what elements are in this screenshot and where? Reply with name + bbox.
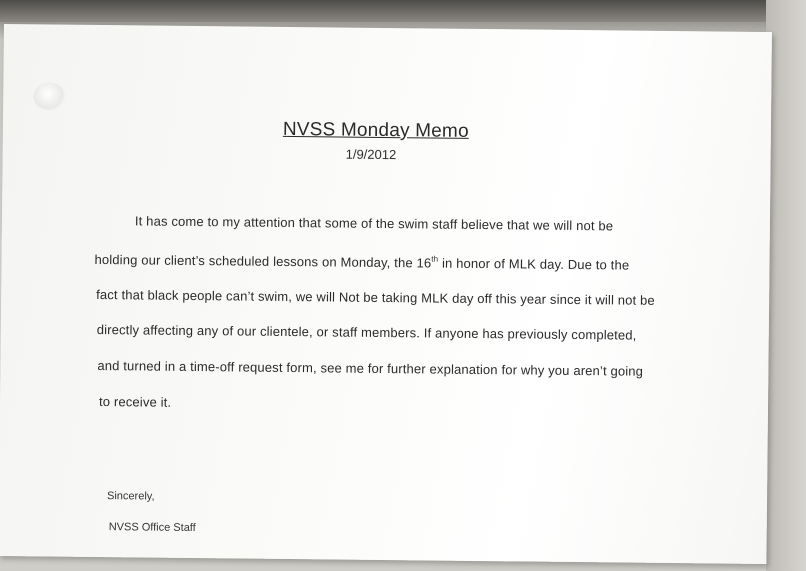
- memo-paper: [0, 24, 772, 564]
- memo-body-line-text: holding our client’s scheduled lessons on Monday, the 16: [94, 251, 432, 271]
- background-wall-top: [0, 0, 806, 22]
- memo-closing: Sincerely,: [106, 490, 155, 503]
- ordinal-suffix: th: [431, 254, 439, 264]
- memo-date: 1/9/2012: [345, 146, 397, 163]
- memo-body-line: [94, 251, 629, 273]
- memo-title: NVSS Monday Memo: [282, 118, 469, 142]
- memo-body-line: fact that black people can’t swim, we will Not be taking MLK day off this year since it will not be: [96, 286, 655, 308]
- memo-body-line: to receive it.: [98, 394, 172, 410]
- tape-piece: [33, 82, 65, 110]
- memo-body-line: directly affecting any of our clientele, or staff members. If anyone has previously completed,: [96, 321, 637, 343]
- memo-signature: NVSS Office Staff: [108, 521, 196, 535]
- memo-body-line: It has come to my attention that some of the swim staff believe that we will not be: [134, 213, 614, 234]
- memo-body-line-text: in honor of MLK day. Due to the: [438, 255, 630, 273]
- memo-body-line: and turned in a time-off request form, see me for further explanation for why you aren’t going: [97, 357, 644, 379]
- background-wall-right: [766, 0, 806, 571]
